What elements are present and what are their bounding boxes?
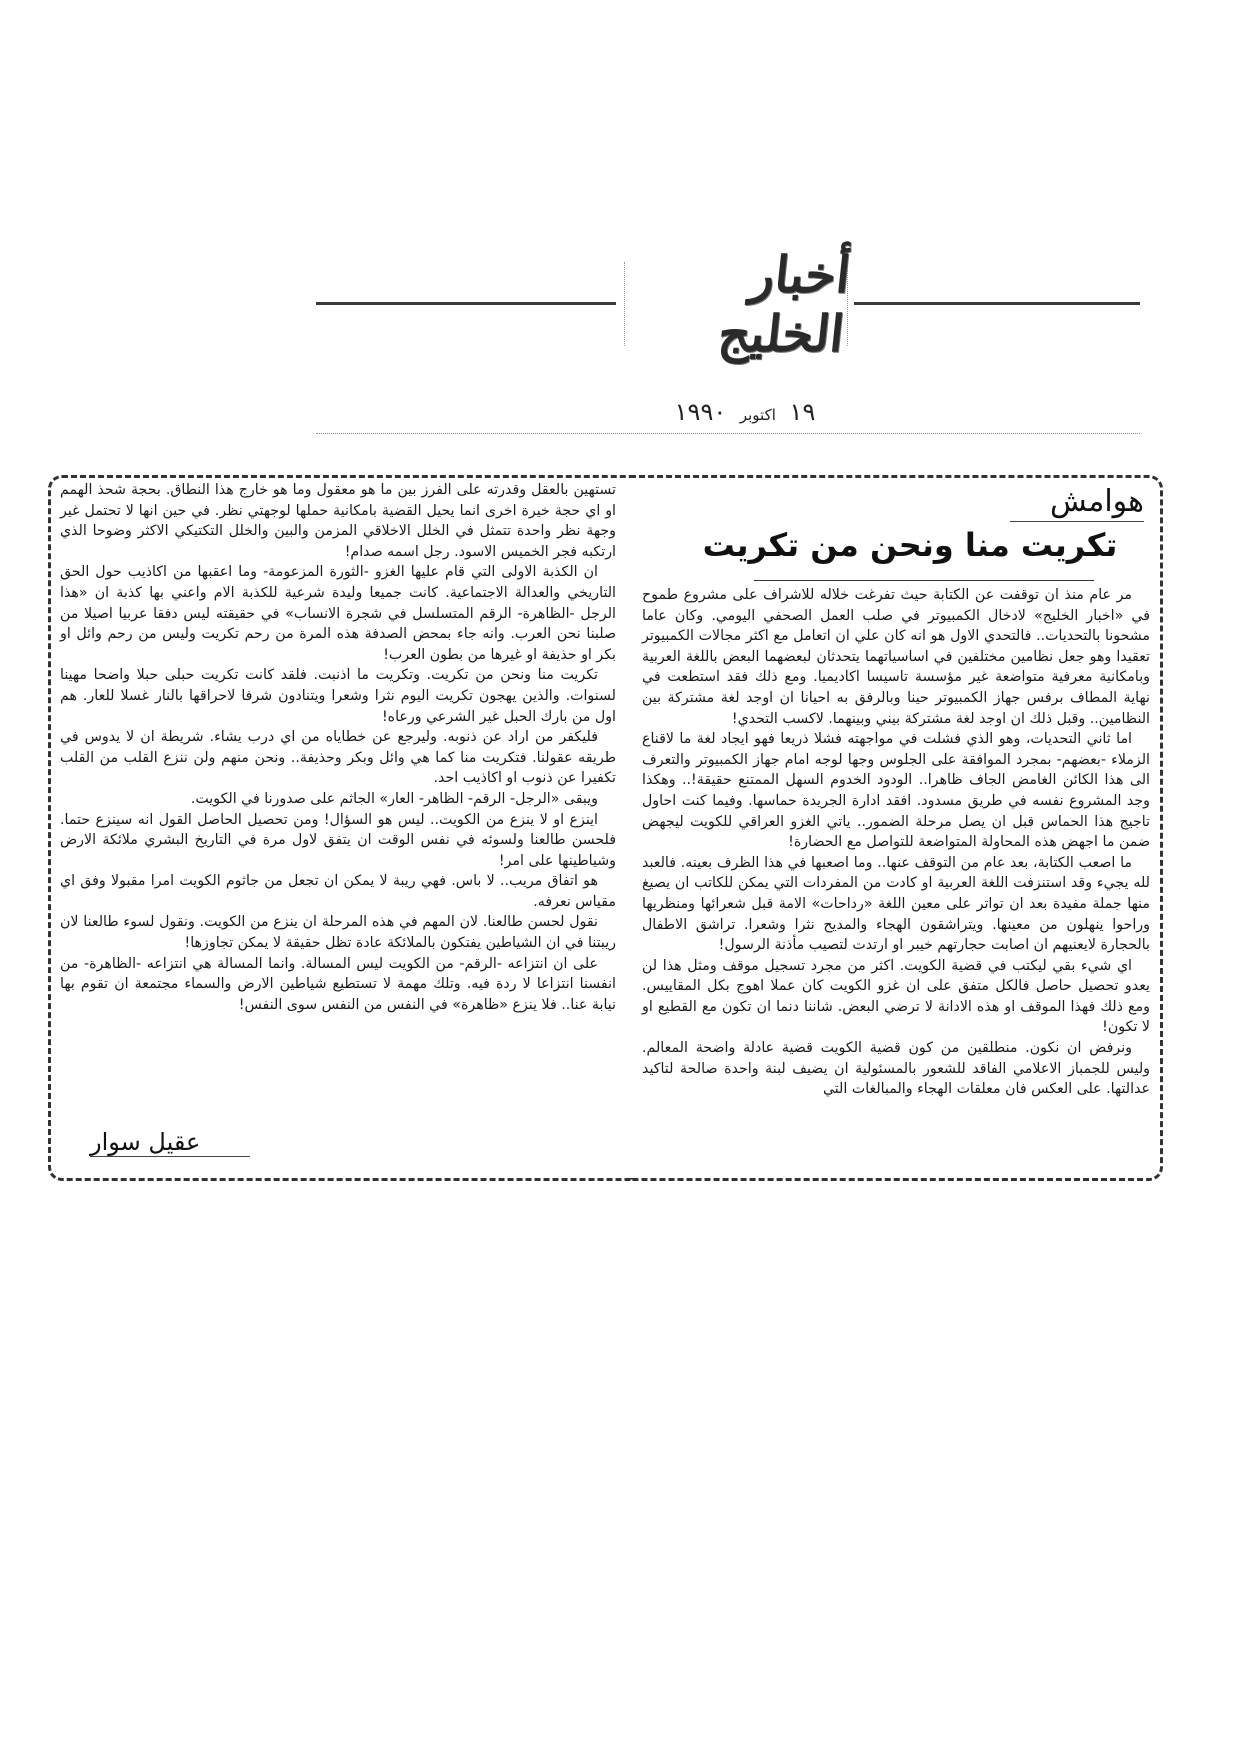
paragraph: تستهين بالعقل وقدرته على الفرز بين ما هو معقول وما هو خارج هذا النطاق. بحجة شحذ الهمم او اي حجة خيرة اخرى انما يحيل القضية بامكانية حملها لوجهتي نظر. في حين انها لا تحتمل غير وجهة نظر واحدة تتمثل في الخلل الاخلاقي المزمن والبين والخلل التكتيكي الاكثر وضوحا الذي ارتكبه فجر الخميس الاسود. رجل اسمه صدام! xyxy=(60,482,616,560)
newspaper-logo: أخبار الخليج xyxy=(715,245,854,363)
paragraph: تكريت منا ونحن من تكريت. وتكريت ما اذنبت. فلقد كانت تكريت حبلى حبلا واضحا مهينا لسنوات. والذين يهجون تكريت اليوم نثرا وشعرا ويتنادون شرفا لاحراقها بالنار غسلا للعار. هم اول من بارك الحبل غير الشرعي ورعاه! xyxy=(60,667,616,725)
masthead-rule-right xyxy=(854,302,1140,305)
dotted-divider xyxy=(316,433,1140,434)
paragraph: مر عام منذ ان توقفت عن الكتابة حيث تفرغت خلاله للاشراف على مشروع طموح في «اخبار الخليج» لادخال الكمبيوتر في صلب العمل الصحفي اليومي. وكان عاما مشحونا بالتحديات.. فالتحدي الاول هو انه كان علي ان اتعامل مع اكثر مجالات الكمبيوتر تعقيدا وهو جعل نظامين مختلفين في اساسياتهما يتحدثان لبعضهما البعض باللغة العربية وبامكانية معرفية متواضعة غير مؤسسة تاسيسا اكاديميا. ومع ذلك فقد استطعت في نهاية المطاف برفس جهاز الكمبيوتر حينا وبالرفق به احيانا ان اوجد لغة مشتركة بين النظامين.. وقبل ذلك ان اوجد لغة مشتركة بيني وبينهما. لاكسب التحدي! xyxy=(642,587,1150,727)
section-label: هوامش xyxy=(1010,484,1144,522)
paragraph: نقول لحسن طالعنا. لان المهم في هذه المرحلة ان ينزع من الكويت. ونقول لسوء طالعنا لان ريبتنا في ان الشياطين يفتكون بالملائكة عادة تظل حقيقة لا يمكن تجاوزها! xyxy=(60,914,616,952)
article-headline: تكريت منا ونحن من تكريت xyxy=(702,526,1118,564)
date-year: ١٩٩٠ xyxy=(674,398,727,426)
article-column-right xyxy=(642,585,1150,1100)
masthead-rule-left xyxy=(316,302,616,305)
article-column-left xyxy=(60,480,616,1015)
paragraph: فليكفر من اراد عن ذنوبه. وليرجع عن خطاياه من اي درب يشاء. شريطة ان لا يدوس في طريقه عقولنا. فتكريت منا كما هي وائل وبكر وحذيفة.. ونحن منهم ولن ننزع القلب من القلب تكفيرا عن ذنوب او اكاذيب احد. xyxy=(60,729,616,787)
paragraph: اي شيء بقي ليكتب في قضية الكويت. اكثر من مجرد تسجيل موقف ومثل هذا لن يعدو تحصيل حاصل فالكل متفق على ان غزو الكويت كان عملا اهوج بكل المقاييس. ومع ذلك فهذا الموقف او هذه الادانة لا ترضي البعض. شاننا دنما ان تكون مع القطيع او لا تكون! xyxy=(642,957,1150,1036)
masthead-box xyxy=(624,245,854,363)
date-day: ١٩ xyxy=(789,398,816,426)
paragraph: اينزع او لا ينزع من الكويت.. ليس هو السؤال! ومن تحصيل الحاصل القول انه سينزع حتما. فلحسن طالعنا ولسوئه في نفس الوقت ان يتفق لاول مرة في التاريخ البشري ملائكة الارض وشياطينها على امر! xyxy=(60,811,616,869)
date-month: اكتوبر xyxy=(739,406,776,424)
publication-date xyxy=(650,398,840,426)
paragraph: هو اتفاق مريب.. لا باس. فهي ريبة لا يمكن ان تجعل من جاثوم الكويت امرا مقبولا وفق اي مقياس نعرفه. xyxy=(60,873,616,910)
paragraph: ونرفض ان نكون. منطلقين من كون قضية الكويت قضية عادلة واضحة المعالم. وليس للجمباز الاعلامي الفاقد للشعور بالمسئولية ان يضيف لبنة واحدة صالحة لتاكيد عدالتها. على العكس فان معلقات الهجاء والمبالغات التي xyxy=(642,1040,1150,1098)
author-signature: عقيل سوار xyxy=(90,1128,250,1157)
paragraph: ان الكذبة الاولى التي قام عليها الغزو -الثورة المزعومة- وما اعقبها من اكاذيب حول الحق التاريخي والعدالة الاجتماعية. كانت جميعا وليدة شرعية للكذبة الام واعني بها كذبة ان «هذا الرجل -الظاهرة- الرقم المتسلسل في شجرة الانساب» في حقيقته ليس دفقا عربيا اصيلا من صلبنا نحن العرب. وانه جاء بمحض الصدفة هذه المرة من رحم تكريت وليس من رحم وائل او بكر او حذيفة او غيرها من بطون العرب! xyxy=(60,564,616,663)
headline-underline xyxy=(754,580,1094,581)
paragraph: ما اصعب الكتابة، بعد عام من التوقف عنها.. وما اصعبها في هذا الظرف بعينه. فالعبد لله يجيء وقد استنزفت اللغة العربية او كادت من المفردات التي يمكن للكاتب ان يصيغ منها جملة مفيدة بعد ان تواتر على معين اللغة «رداحات» الامة قبل شعرائها ومنظريها وراحوا ينهلون من معينها. ويتراشقون الهجاء والمديح نثرا وشعرا. تراشق الاطفال بالحجارة لايعنيهم ان اصابت حجارتهم خيبر او ارتدت لتصيب مأذنة الرسول! xyxy=(642,854,1150,954)
paragraph: على ان انتزاعه -الرقم- من الكويت ليس المسالة. وانما المسالة هي انتزاعه -الظاهرة- من انفسنا انتزاعا لا ردة فيه. وتلك مهمة لا تستطيع شياطين الارض والسماء مجتمعة ان تقوم بها نيابة عنا.. فلا ينزع «ظاهرة» في النفس من النفس سوى النفس! xyxy=(60,955,616,1013)
paragraph: اما ثاني التحديات، وهو الذي فشلت في مواجهته فشلا ذريعا فهو ايجاد لغة ما لاقناع الزملاء -بعضهم- بمجرد الموافقة على الجلوس وجها لوجه امام جهاز الكمبيوتر والتعرف الى هذا الكائن الغامض الجاف ظاهرا.. الودود الخدوم السهل الممتنع حقيقة!.. وهكذا وجد المشروع نفسه في طريق مسدود. افقد ادارة الجريدة حماسها. وفيما كنت احاول تاجيج هذا الحماس قبل ان يصل مرحلة الضمور.. ياتي الغزو العراقي للكويت ليجهض ضمن ما اجهض هذه المحاولة المتواضعة للتواصل مع الحضارة! xyxy=(642,731,1150,851)
paragraph: ويبقى «الرجل- الرقم- الظاهر- العار» الجاثم على صدورنا في الكويت. xyxy=(190,790,598,807)
